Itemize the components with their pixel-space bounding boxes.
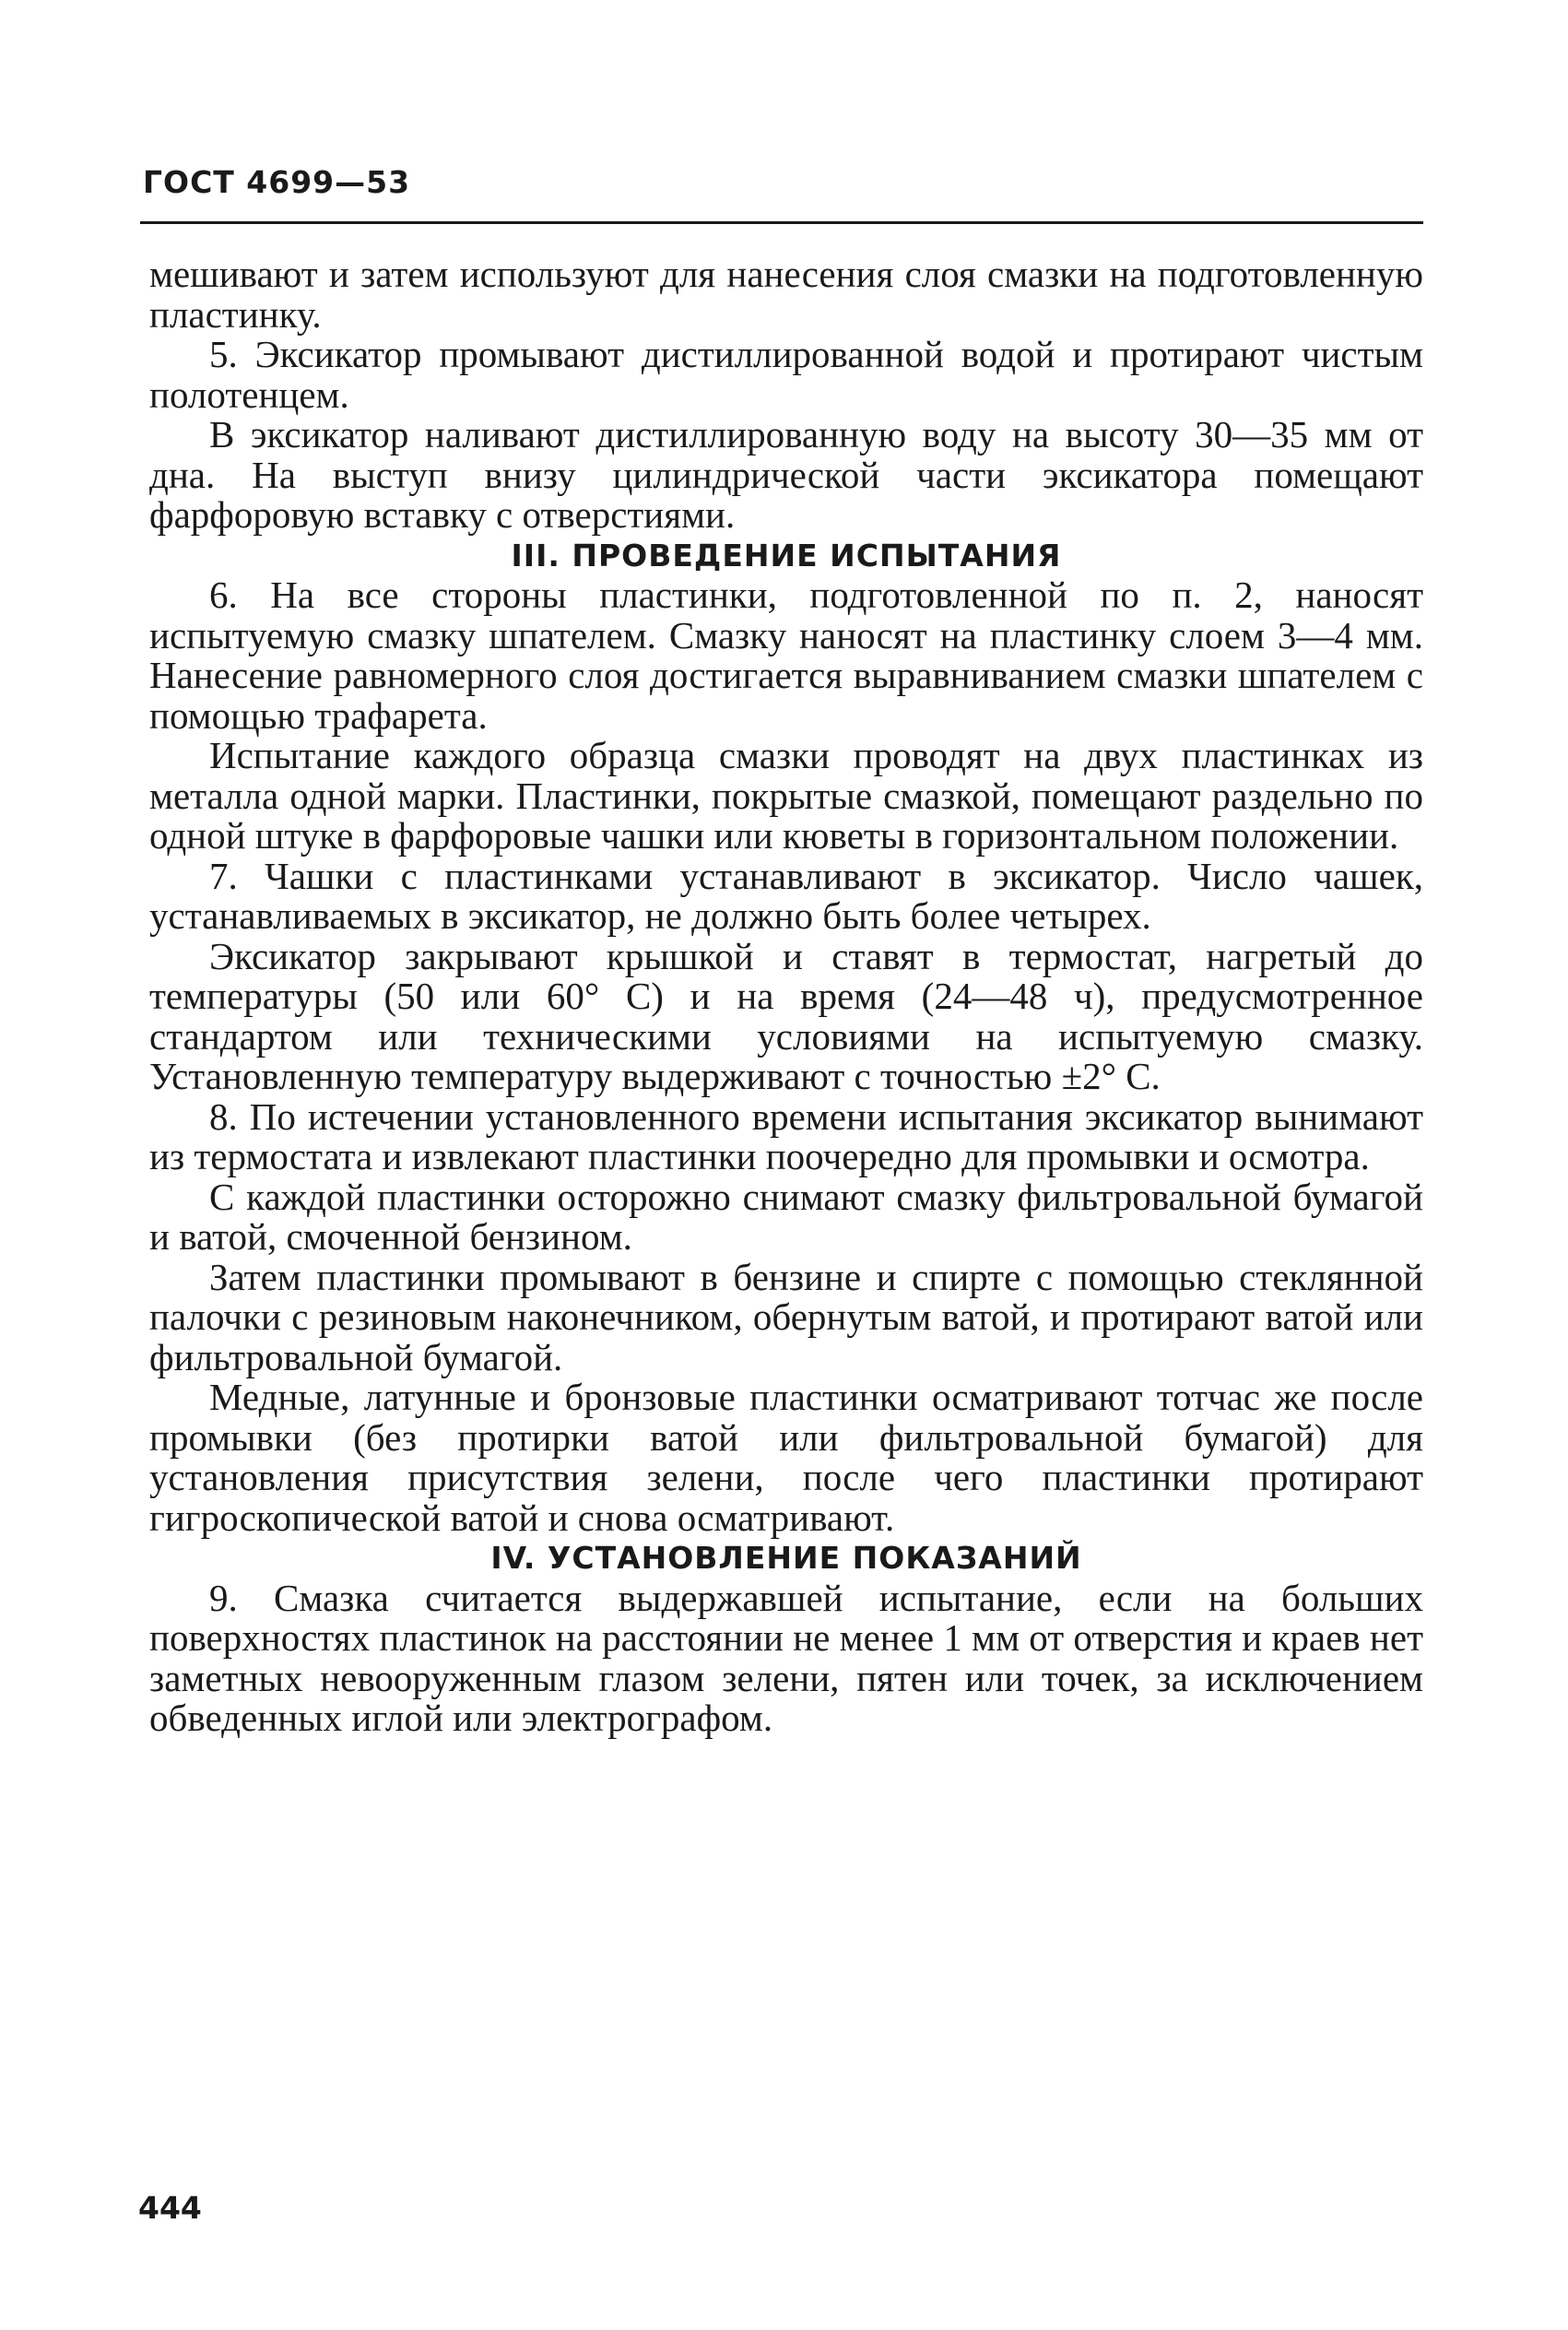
page-header: ГОСТ 4699—53	[143, 164, 411, 200]
section-title-iii: III. ПРОВЕДЕНИЕ ИСПЫТАНИЯ	[511, 537, 1062, 574]
section-title-iv: IV. УСТАНОВЛЕНИЕ ПОКАЗАНИЙ	[490, 1540, 1082, 1576]
paragraph-thermostat: Эксикатор закрывают крышкой и ставят в термостат, нагретый до температуры (50 или 60° С) и на время (24—48 ч), предусмотренное стандартом или техническими условиями на испытуемую смазку. Установленную температуру выдерживают с точностью ±2° С.	[149, 934, 1423, 1097]
paragraph-washing: Затем пластинки промывают в бензине и спирте с помощью стеклянной палочки с резиновым наконечником, обернутым ватой, и протирают ватой или фильтровальной бумагой.	[149, 1255, 1423, 1378]
header-rule	[140, 221, 1423, 224]
paragraph-test-samples: Испытание каждого образца смазки проводят на двух пластинках из металла одной марки. Пластинки, покрытые смазкой, помещают раздельно по одной штуке в фарфоровые чашки или кюветы в горизонтальном положении.	[149, 734, 1423, 857]
document-body	[149, 254, 1423, 1739]
paragraph-eksikator-water: В эксикатор наливают дистиллированную воду на высоту 30—35 мм от дна. На выступ внизу цилиндрической части эксикатора помещают фарфоровую вставку с отверстиями.	[149, 413, 1423, 536]
paragraph-copper-plates: Медные, латунные и бронзовые пластинки осматривают тотчас же после промывки (без протирки ватой или фильтровальной бумагой) для установления присутствия зелени, после чего пластинки протирают гигроскопической ватой и снова осматривают.	[149, 1376, 1423, 1539]
paragraph-item-9: 9. Смазка считается выдержавшей испытание, если на больших поверхностях пластинок на расстоянии не менее 1 мм от отверстия и краев нет заметных невооруженным глазом зелени, пятен или точек, за исключением обведенных иглой или электрографом.	[149, 1576, 1423, 1739]
page-number: 444	[138, 2190, 202, 2226]
paragraph-remove-grease: С каждой пластинки осторожно снимают смазку фильтровальной бумагой и ватой, смоченной бензином.	[149, 1175, 1423, 1258]
paragraph-item-5: 5. Эксикатор промывают дистиллированной водой и протирают чистым полотенцем.	[149, 333, 1423, 416]
paragraph-item-8: 8. По истечении установленного времени испытания эксикатор вынимают из термостата и извлекают пластинки поочередно для промывки и осмотра.	[149, 1094, 1423, 1177]
paragraph-item-6: 6. На все стороны пластинки, подготовленной по п. 2, наносят испытуемую смазку шпателем. Смазку наносят на пластинку слоем 3—4 мм. Нанесение равномерного слоя достигается выравниванием смазки шпателем с помощью трафарета.	[149, 574, 1423, 737]
paragraph-item-7: 7. Чашки с пластинками устанавливают в эксикатор. Число чашек, устанавливаемых в эксикатор, не должно быть более четырех.	[149, 854, 1423, 937]
paragraph-continuation: мешивают и затем используют для нанесения слоя смазки на подготовленную пластинку.	[149, 253, 1423, 336]
